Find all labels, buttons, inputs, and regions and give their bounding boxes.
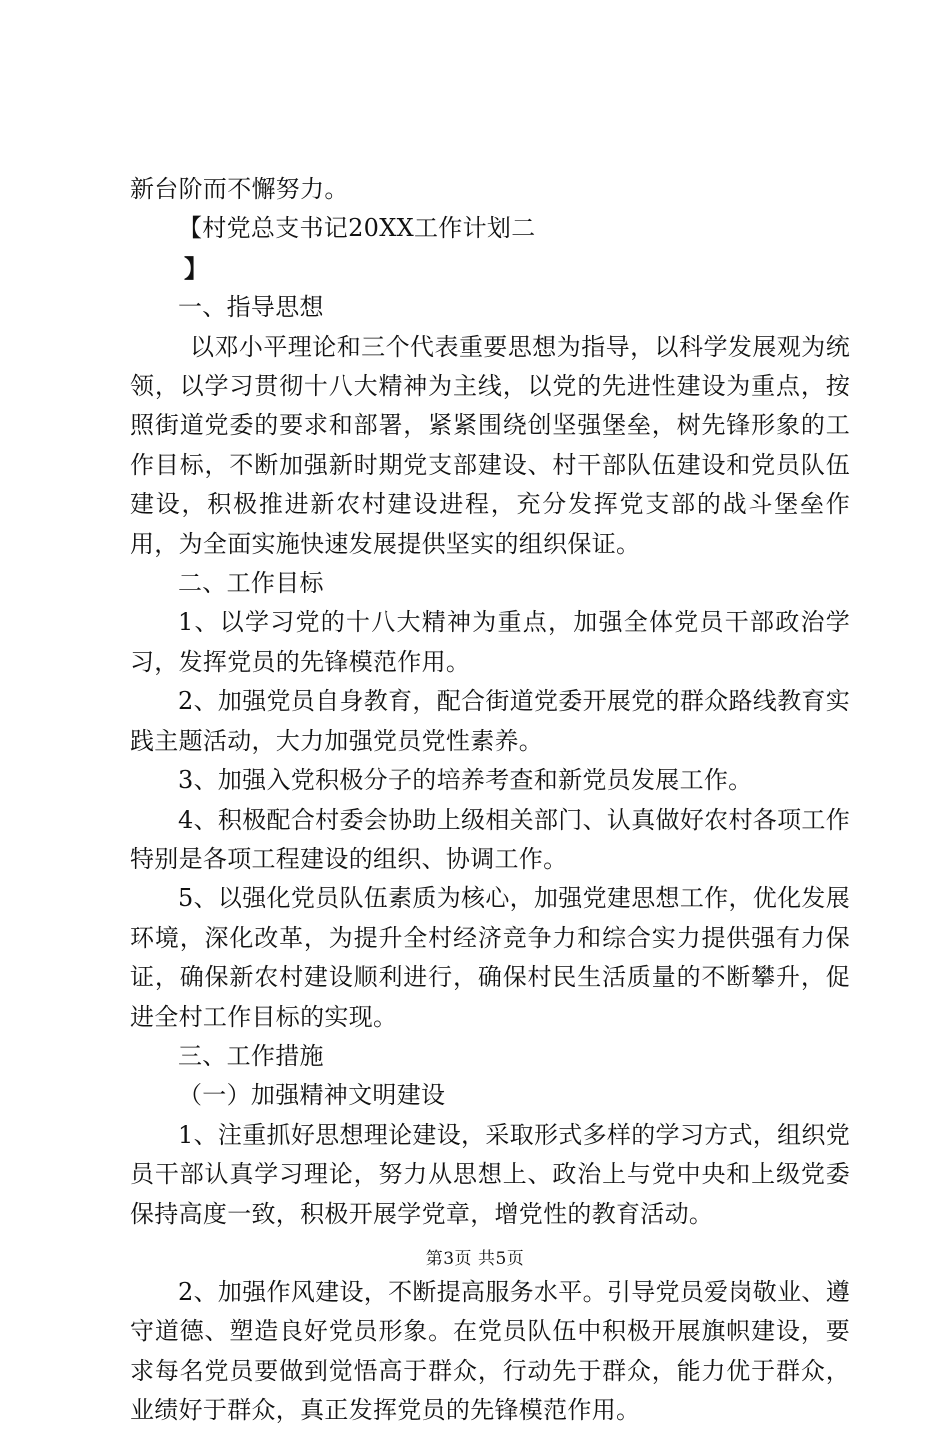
heading-work-measures: 三、工作措施 (178, 1041, 324, 1070)
subheading-spiritual-civilization: （一）加强精神文明建设 (178, 1081, 446, 1110)
section-title: 【村党总支书记20XX工作计划二 (178, 214, 536, 243)
goal-item-5: 5、以强化党员队伍素质为核心，加强党建思想工作，优化发展环境，深化改革，为提升全村经济竞争力和综合实力提供强有力保证，确保新农村建设顺利进行，确保村民生活质量的不断攀升，促进全村工作目标的实现。 (130, 884, 850, 1031)
measure-item-2: 2、加强作风建设，不断提高服务水平。引导党员爱岗敬业、遵守道德、塑造良好党员形象。在党员队伍中积极开展旗帜建设，要求每名党员要做到觉悟高于群众，行动先于群众，能力优于群众，业绩好于群众，真正发挥党员的先锋模范作用。 (130, 1277, 850, 1425)
heading-guiding-ideology: 一、指导思想 (178, 293, 324, 322)
page-number-footer: 第3页 共5页 (425, 1249, 525, 1269)
paragraph-continuation: 新台阶而不懈努力。 (130, 175, 349, 203)
goal-item-2: 2、加强党员自身教育，配合街道党委开展党的群众路线教育实践主题活动，大力加强党员党性素养。 (130, 687, 850, 755)
goal-item-1: 1、以学习党的十八大精神为重点，加强全体党员干部政治学习，发挥党员的先锋模范作用。 (130, 608, 850, 676)
paragraph-guiding-ideology: 以邓小平理论和三个代表重要思想为指导，以科学发展观为统领，以学习贯彻十八大精神为主线，以党的先进性建设为重点，按照街道党委的要求和部署，紧紧围绕创坚强堡垒，树先锋形象的工作目标，不断加强新时期党支部建设、村干部队伍建设和党员队伍建设，积极推进新农村建设进程，充分发挥党支部的战斗堡垒作用，为全面实施快速发展提供坚实的组织保证。 (130, 332, 850, 558)
goal-item-3: 3、加强入党积极分子的培养考查和新党员发展工作。 (178, 766, 753, 795)
goal-item-4: 4、积极配合村委会协助上级相关部门、认真做好农村各项工作特别是各项工程建设的组织、协调工作。 (130, 805, 850, 873)
document-body (130, 170, 850, 1431)
section-title-bracket: 】 (184, 253, 209, 283)
heading-work-goals: 二、工作目标 (178, 569, 324, 598)
measure-item-1: 1、注重抓好思想理论建设，采取形式多样的学习方式，组织党员干部认真学习理论，努力从思想上、政治上与党中央和上级党委保持高度一致，积极开展学党章，增党性的教育活动。 (130, 1120, 850, 1228)
